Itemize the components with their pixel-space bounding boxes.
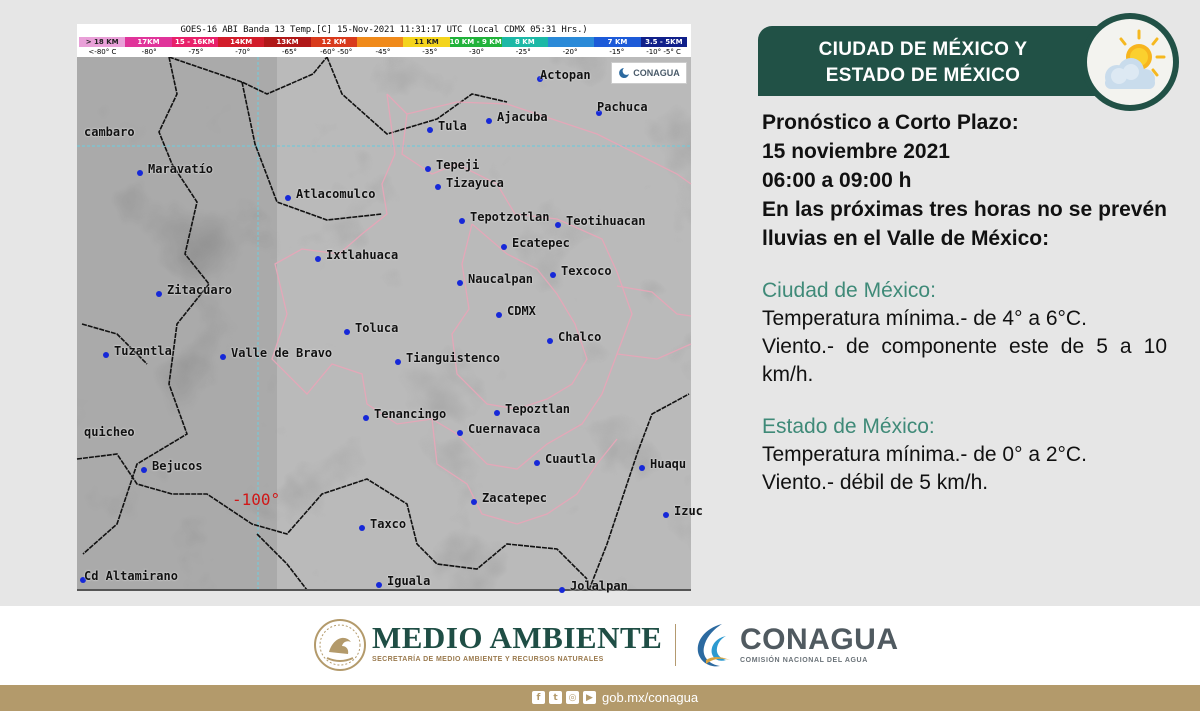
city-label: Jolalpan bbox=[570, 579, 628, 593]
city-label: Chalco bbox=[558, 330, 602, 344]
scale-segment bbox=[548, 37, 594, 47]
city-marker bbox=[395, 359, 401, 365]
city-label: Atlacomulco bbox=[296, 187, 376, 201]
forecast-summary: En las próximas tres horas no se prevén lluvias en el Valle de México: bbox=[762, 198, 1167, 250]
instagram-icon[interactable]: ◎ bbox=[566, 691, 579, 704]
city-marker bbox=[555, 222, 561, 228]
scale-temp-label: -15° bbox=[609, 48, 625, 56]
youtube-icon[interactable]: ▶ bbox=[583, 691, 596, 704]
national-seal-icon bbox=[313, 616, 367, 674]
city-label: Pachuca bbox=[597, 100, 648, 114]
cdmx-temperature: Temperatura mínima.- de 4° a 6°C. bbox=[762, 307, 1087, 330]
medio-ambiente-title: MEDIO AMBIENTE bbox=[372, 620, 663, 655]
scale-temp-label: -45° bbox=[375, 48, 391, 56]
city-label: Actopan bbox=[540, 68, 591, 82]
scale-temp-label: -35° bbox=[422, 48, 438, 56]
city-label: Teotihuacan bbox=[566, 214, 646, 228]
city-marker bbox=[457, 280, 463, 286]
city-marker bbox=[496, 312, 502, 318]
city-label: Huaqu bbox=[650, 457, 687, 471]
cdmx-wind: Viento.- de componente este de 5 a 10 km/h. bbox=[762, 335, 1167, 386]
scale-temp-label: -75° bbox=[188, 48, 204, 56]
city-label: Tenancingo bbox=[374, 407, 447, 421]
city-label: Maravatío bbox=[148, 162, 214, 176]
city-label: Tepeji bbox=[436, 158, 480, 172]
scale-segment: 17KM bbox=[125, 37, 171, 47]
city-label: cambaro bbox=[84, 125, 135, 139]
forecast-time: 06:00 a 09:00 h bbox=[762, 169, 912, 192]
scale-segment: 3.5 - 5KM bbox=[641, 37, 687, 47]
edomex-wind: Viento.- débil de 5 km/h. bbox=[762, 471, 989, 494]
city-marker bbox=[315, 256, 321, 262]
city-marker bbox=[663, 512, 669, 518]
conagua-watermark-text: CONAGUA bbox=[633, 68, 680, 78]
city-marker bbox=[103, 352, 109, 358]
region-title-line2: ESTADO DE MÉXICO bbox=[825, 65, 1021, 86]
scale-temp-label: -20° bbox=[562, 48, 578, 56]
partly-cloudy-icon bbox=[1087, 19, 1173, 105]
city-marker bbox=[547, 338, 553, 344]
conagua-title: CONAGUA bbox=[740, 623, 899, 656]
city-marker bbox=[220, 354, 226, 360]
city-marker bbox=[137, 170, 143, 176]
scale-segment: > 18 KM bbox=[79, 37, 125, 47]
city-label: quicheo bbox=[84, 425, 135, 439]
footer bbox=[0, 606, 1200, 685]
city-label: Taxco bbox=[370, 517, 407, 531]
cdmx-title: Ciudad de México: bbox=[762, 279, 936, 302]
city-label: Tuzantla bbox=[114, 344, 172, 358]
medio-ambiente-subtitle: SECRETARÍA DE MEDIO AMBIENTE Y RECURSOS NATURALES bbox=[372, 656, 604, 663]
city-marker bbox=[639, 465, 645, 471]
scale-segment bbox=[357, 37, 403, 47]
city-marker bbox=[494, 410, 500, 416]
forecast-date: 15 noviembre 2021 bbox=[762, 140, 950, 163]
city-marker bbox=[359, 525, 365, 531]
scale-segment: 7 KM bbox=[594, 37, 640, 47]
longitude-label: -100° bbox=[232, 490, 281, 509]
scale-segment: 8 KM bbox=[502, 37, 548, 47]
satellite-map bbox=[77, 24, 703, 593]
city-marker bbox=[425, 166, 431, 172]
city-marker bbox=[534, 460, 540, 466]
city-label: Naucalpan bbox=[468, 272, 534, 286]
city-marker bbox=[459, 218, 465, 224]
city-label: Zacatepec bbox=[482, 491, 548, 505]
city-marker bbox=[141, 467, 147, 473]
scale-segment: 14KM bbox=[218, 37, 264, 47]
city-label: Texcoco bbox=[561, 264, 612, 278]
scale-temp-label: -10° -5° C bbox=[646, 48, 681, 56]
city-marker bbox=[559, 587, 565, 593]
conagua-mini-icon bbox=[618, 67, 630, 79]
scale-temp-label: -60° -50° bbox=[320, 48, 353, 56]
city-marker bbox=[550, 272, 556, 278]
city-marker bbox=[344, 329, 350, 335]
scale-temperature-labels bbox=[79, 47, 687, 57]
scale-temp-label: <-80° C bbox=[88, 48, 117, 56]
city-label: CDMX bbox=[507, 304, 536, 318]
city-marker bbox=[156, 291, 162, 297]
city-marker bbox=[363, 415, 369, 421]
conagua-logo-icon bbox=[692, 620, 736, 670]
edomex-title: Estado de México: bbox=[762, 415, 935, 438]
city-marker bbox=[285, 195, 291, 201]
region-title bbox=[758, 37, 1088, 89]
weather-badge bbox=[1081, 13, 1179, 111]
city-marker bbox=[435, 184, 441, 190]
twitter-icon[interactable]: t bbox=[549, 691, 562, 704]
forecast-title: Pronóstico a Corto Plazo: bbox=[762, 111, 1019, 134]
scale-color-bar bbox=[79, 37, 687, 47]
city-label: Bejucos bbox=[152, 459, 203, 473]
scale-segment: 12 KM bbox=[311, 37, 357, 47]
city-label: Valle de Bravo bbox=[231, 346, 333, 360]
footer-divider bbox=[675, 624, 676, 666]
scale-segment: 10 KM - 9 KM bbox=[449, 38, 502, 46]
city-label: Cd Altamirano bbox=[84, 569, 178, 583]
city-label: Iguala bbox=[387, 574, 431, 588]
conagua-watermark bbox=[611, 62, 687, 84]
city-label: Tula bbox=[438, 119, 467, 133]
city-marker bbox=[501, 244, 507, 250]
region-title-line1: CIUDAD DE MÉXICO Y bbox=[818, 39, 1028, 60]
scale-temp-label: -80° bbox=[141, 48, 157, 56]
scale-temp-label: -65° bbox=[281, 48, 297, 56]
city-label: Cuautla bbox=[545, 452, 596, 466]
city-marker bbox=[427, 127, 433, 133]
website-link[interactable]: gob.mx/conagua bbox=[602, 690, 699, 705]
scale-temp-label: -30° bbox=[469, 48, 484, 56]
scale-temp-label: -70° bbox=[235, 48, 251, 56]
scale-segment: 11 KM bbox=[403, 37, 449, 47]
social-links bbox=[532, 691, 596, 704]
scale-temp-label: -25° bbox=[515, 48, 531, 56]
edomex-temperature: Temperatura mínima.- de 0° a 2°C. bbox=[762, 443, 1087, 466]
region-header bbox=[758, 26, 1113, 96]
city-label: Tianguistenco bbox=[406, 351, 500, 365]
city-label: Ajacuba bbox=[497, 110, 548, 124]
city-marker bbox=[457, 430, 463, 436]
facebook-icon[interactable]: f bbox=[532, 691, 545, 704]
city-label: Tepotzotlan bbox=[470, 210, 550, 224]
city-marker bbox=[471, 499, 477, 505]
city-label: Tizayuca bbox=[446, 176, 504, 190]
city-label: Ixtlahuaca bbox=[326, 248, 399, 262]
city-label: Ecatepec bbox=[512, 236, 570, 250]
city-label: Cuernavaca bbox=[468, 422, 541, 436]
scale-segment: 15 - 16KM bbox=[172, 37, 218, 47]
temperature-scale bbox=[77, 24, 691, 57]
scale-segment: 13KM bbox=[264, 37, 310, 47]
city-label: Izuc bbox=[674, 504, 703, 518]
conagua-subtitle: COMISIÓN NACIONAL DEL AGUA bbox=[740, 657, 868, 664]
city-label: Zitacuaro bbox=[167, 283, 233, 297]
city-label: Toluca bbox=[355, 321, 399, 335]
scale-title: GOES-16 ABI Banda 13 Temp.[C] 15-Nov-2021 11:31:17 UTC (Local CDMX 05:31 Hrs.) bbox=[180, 25, 588, 35]
city-marker bbox=[486, 118, 492, 124]
forecast-panel bbox=[762, 108, 1167, 497]
bottom-bar bbox=[0, 685, 1200, 711]
city-marker bbox=[376, 582, 382, 588]
city-label: Tepoztlan bbox=[505, 402, 571, 416]
